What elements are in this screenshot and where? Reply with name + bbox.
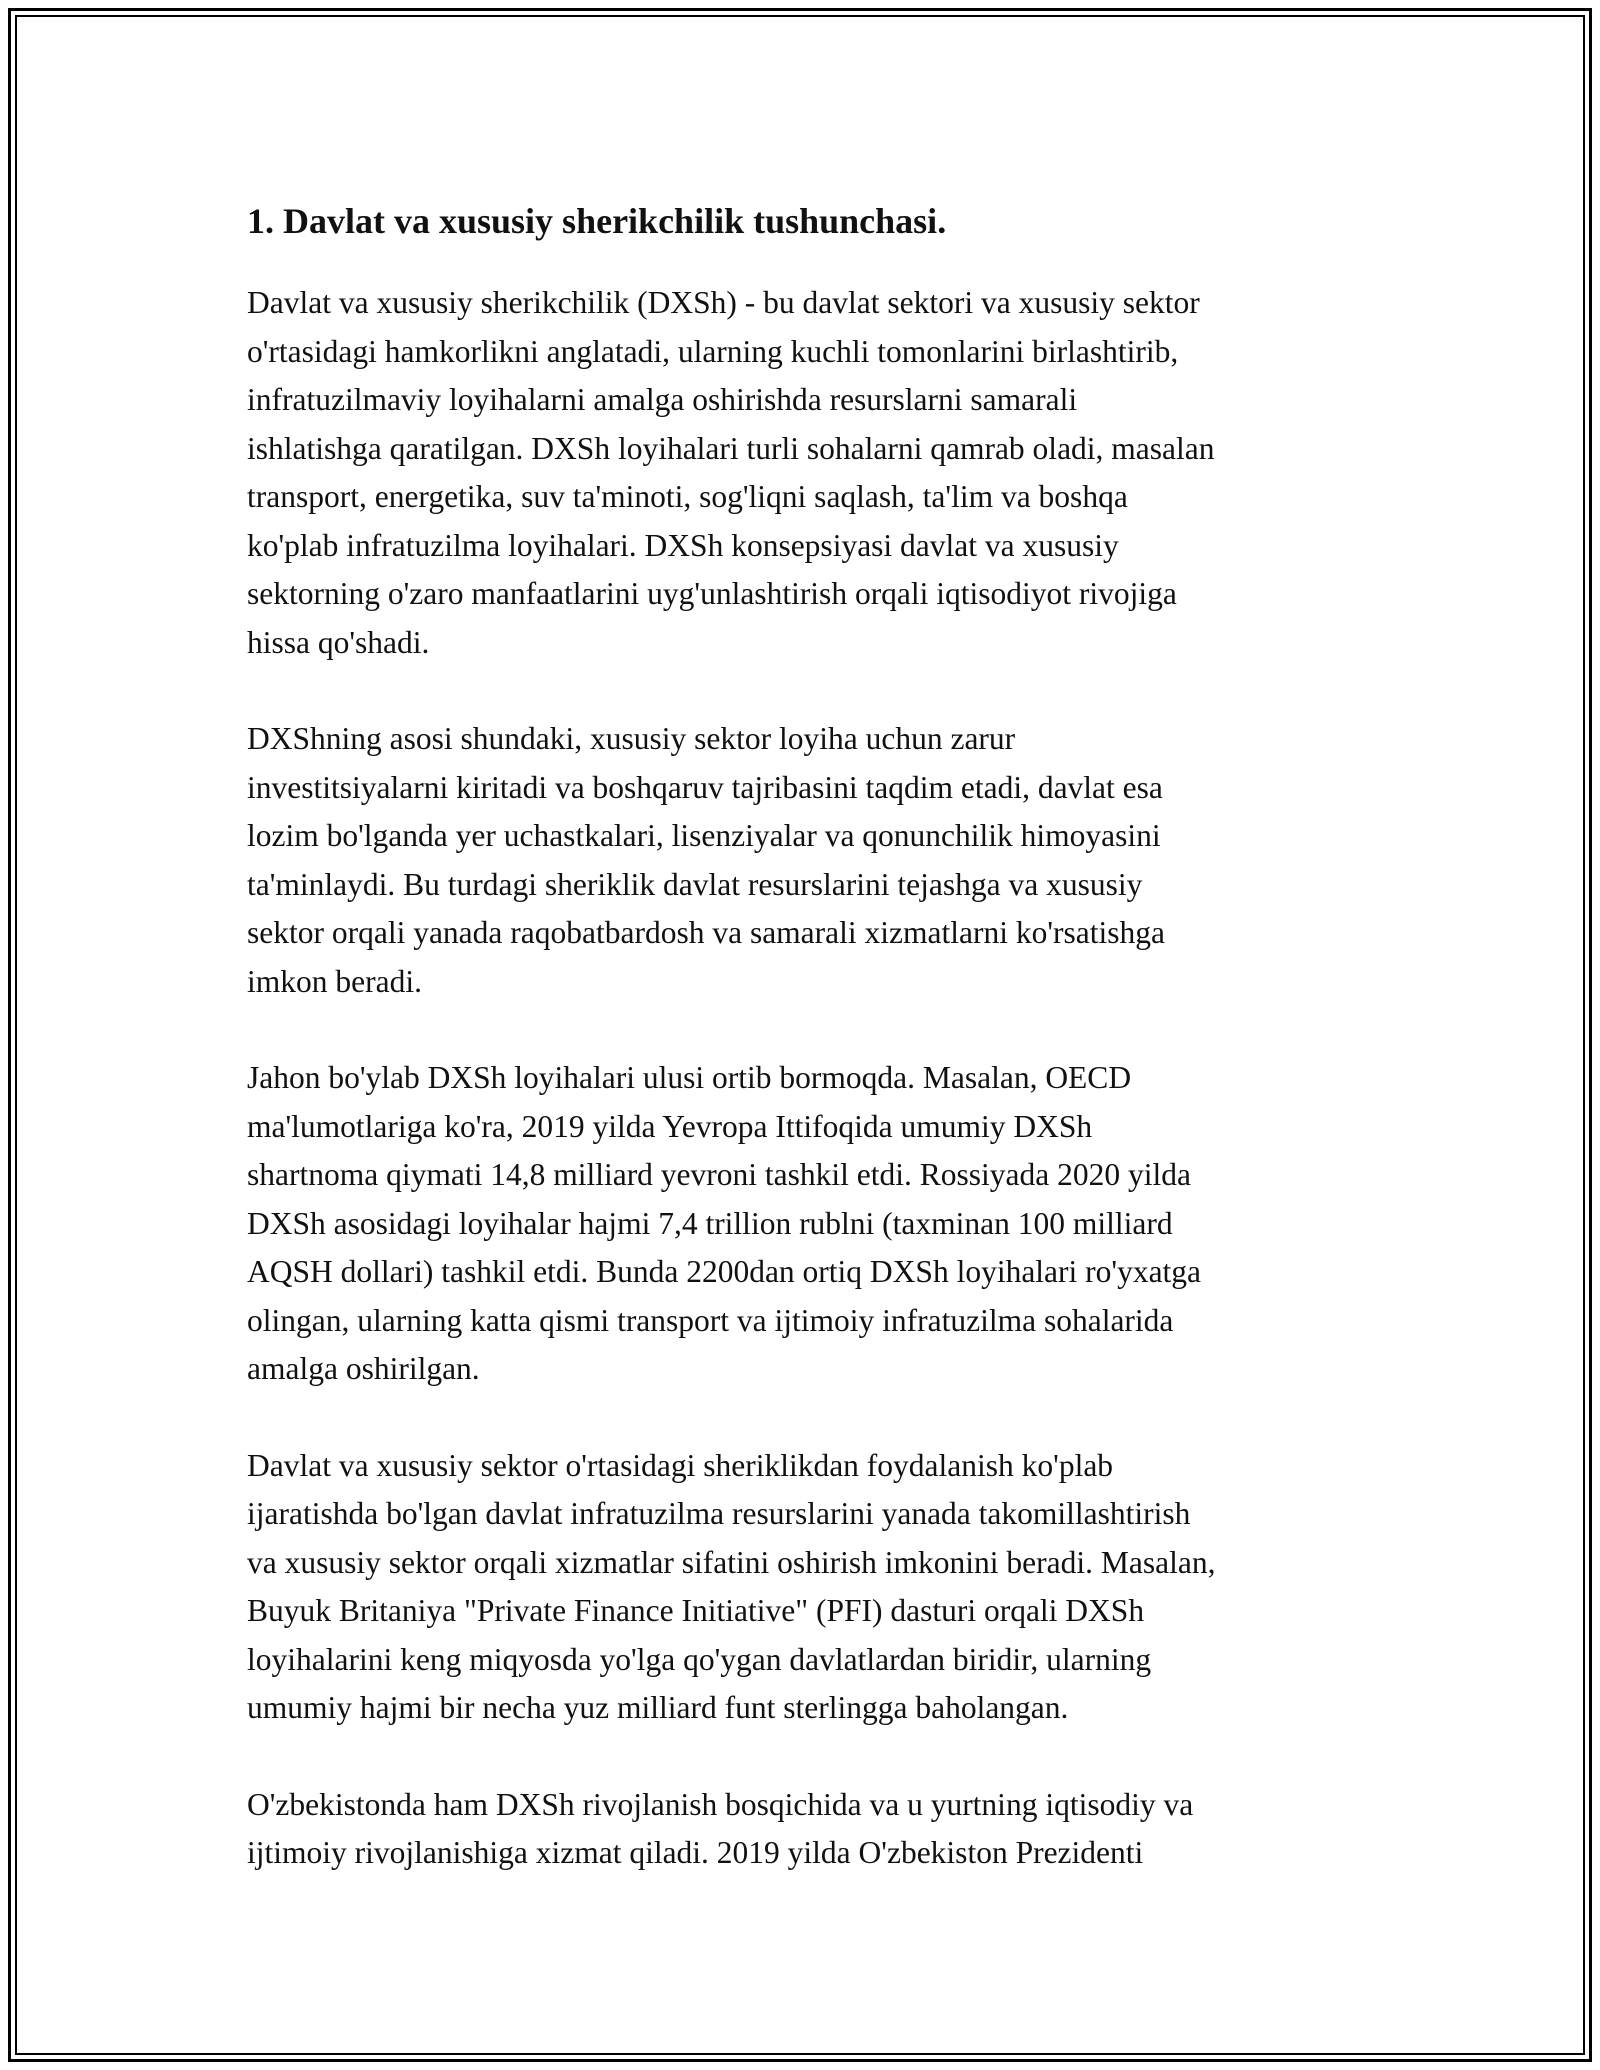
paragraph-4: Davlat va xususiy sektor o'rtasidagi sheriklikdan foydalanish ko'plab ijaratishda bo'lgan davlat infratuzilma resurslarini yanada takomillashtirish va xususiy sektor orqali xizmatlar sifatini oshirish imkonini beradi. Masalan, Buyuk Britaniya "Private Finance Initiative" (PFI) dasturi orqali DXSh loyihalarini keng miqyosda yo'lga qo'ygan davlatlardan biridir, ularning umumiy hajmi bir necha yuz milliard funt sterlingga baholangan. bbox=[247, 1447, 1216, 1725]
page-frame bbox=[8, 8, 1592, 2062]
paragraph-5: O'zbekistonda ham DXSh rivojlanish bosqichida va u yurtning iqtisodiy va ijtimoiy rivojlanishiga xizmat qiladi. 2019 yilda O'zbekiston Prezidenti bbox=[247, 1786, 1194, 1870]
document-body bbox=[247, 197, 1397, 1926]
paragraph-2: DXShning asosi shundaki, xususiy sektor loyiha uchun zarur investitsiyalarni kiritadi va boshqaruv tajribasini taqdim etadi, davlat esa lozim bo'lganda yer uchastkalari, lisenziyalar va qonunchilik himoyasini ta'minlaydi. Bu turdagi sheriklik davlat resurslarini tejashga va xususiy sektor orqali yanada raqobatbardosh va samarali xizmatlarni ko'rsatishga imkon beradi. bbox=[247, 721, 1165, 999]
paragraph-3: Jahon bo'ylab DXSh loyihalari ulusi ortib bormoqda. Masalan, OECD ma'lumotlariga ko'ra, 2019 yilda Yevropa Ittifoqida umumiy DXSh shartnoma qiymati 14,8 milliard yevroni tashkil etdi. Rossiyada 2020 yilda DXSh asosidagi loyihalar hajmi 7,4 trillion rublni (taxminan 100 milliard AQSH dollari) tashkil etdi. Bunda 2200dan ortiq DXSh loyihalari ro'yxatga olingan, ularning katta qismi transport va ijtimoiy infratuzilma sohalarida amalga oshirilgan. bbox=[247, 1060, 1202, 1386]
paragraph-1: Davlat va xususiy sherikchilik (DXSh) - bu davlat sektori va xususiy sektor o'rtasidagi hamkorlikni anglatadi, ularning kuchli tomonlarini birlashtirib, infratuzilmaviy loyihalarni amalga oshirishda resurslarni samarali ishlatishga qaratilgan. DXSh loyihalari turli sohalarni qamrab oladi, masalan transport, energetika, suv ta'minoti, sog'liqni saqlash, ta'lim va boshqa ko'plab infratuzilma loyihalari. DXSh konsepsiyasi davlat va xususiy sektorning o'zaro manfaatlarini uyg'unlashtirish orqali iqtisodiyot rivojiga hissa qo'shadi. bbox=[247, 285, 1215, 660]
page-title: 1. Davlat va xususiy sherikchilik tushunchasi. bbox=[247, 201, 947, 241]
